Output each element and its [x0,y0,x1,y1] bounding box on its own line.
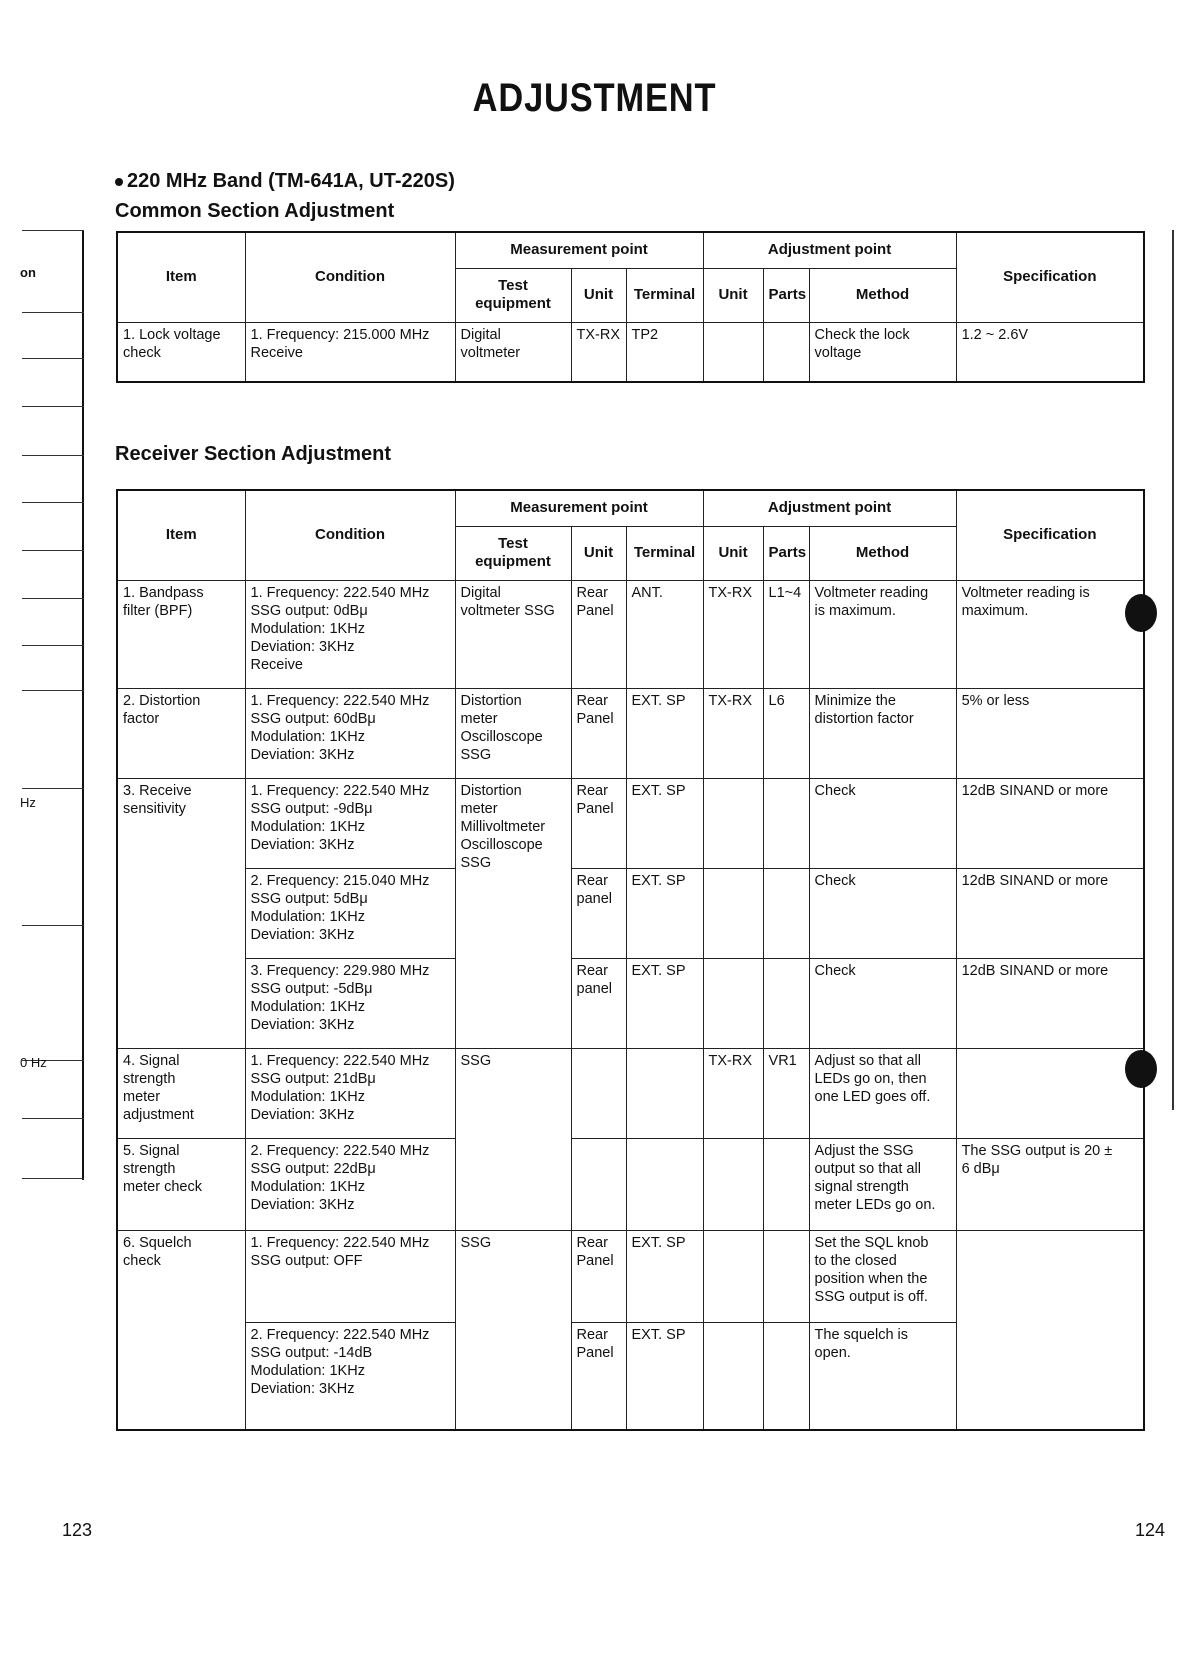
bullet-icon [115,178,123,186]
header-specification: Specification [956,490,1144,580]
method-cell: Check [809,958,956,1048]
margin-rule [22,925,84,926]
specification-cell: 12dB SINAND or more [956,958,1144,1048]
test-equipment-cell: Distortion meter Oscilloscope SSG [455,688,571,778]
header-terminal: Terminal [626,268,703,322]
parts-cell [763,1138,809,1230]
margin-rule [22,550,84,551]
header-test-equipment: Test equipment [455,268,571,322]
adj-unit-cell [703,1322,763,1430]
terminal-cell: EXT. SP [626,1230,703,1322]
specification-cell [956,1048,1144,1138]
method-cell: The squelch is open. [809,1322,956,1430]
specification-cell: Voltmeter reading is maximum. [956,580,1144,688]
method-cell: Adjust the SSG output so that all signal strength meter LEDs go on. [809,1138,956,1230]
header-method: Method [809,268,956,322]
test-equipment-cell: SSG [455,1230,571,1430]
header-item: Item [117,490,245,580]
unit-cell: Rear Panel [571,1230,626,1322]
margin-rule [22,312,84,313]
parts-cell [763,958,809,1048]
header-parts: Parts [763,526,809,580]
terminal-cell: EXT. SP [626,1322,703,1430]
header-specification: Specification [956,232,1144,322]
common-section-table [116,231,1145,383]
method-cell: Adjust so that all LEDs go on, then one LED goes off. [809,1048,956,1138]
item-cell: 1. Bandpass filter (BPF) [117,580,245,688]
item-cell: 2. Distortion factor [117,688,245,778]
specification-cell [956,1230,1144,1430]
header-adj-unit: Unit [703,268,763,322]
condition-cell: 1. Frequency: 215.000 MHz Receive [245,322,455,382]
margin-rule [22,406,84,407]
method-cell: Voltmeter reading is maximum. [809,580,956,688]
adj-unit-cell [703,868,763,958]
header-terminal: Terminal [626,526,703,580]
header-measurement-point: Measurement point [455,490,703,526]
method-cell: Minimize the distortion factor [809,688,956,778]
terminal-cell: TP2 [626,322,703,382]
left-margin-line [82,230,84,1180]
terminal-cell: EXT. SP [626,868,703,958]
receiver-section-title: Receiver Section Adjustment [115,443,392,465]
binding-hole-mark [1125,594,1157,632]
margin-fragment: Hz [20,795,36,810]
condition-cell: 2. Frequency: 222.540 MHz SSG output: -14dB Modulation: 1KHz Deviation: 3KHz [245,1322,455,1430]
item-cell: 3. Receive sensitivity [117,778,245,1048]
page-number-left: 123 [62,1520,93,1540]
item-cell: 5. Signal strength meter check [117,1138,245,1230]
parts-cell: L1~4 [763,580,809,688]
adj-unit-cell [703,322,763,382]
specification-cell: 5% or less [956,688,1144,778]
specification-cell: 12dB SINAND or more [956,868,1144,958]
header-item: Item [117,232,245,322]
condition-cell: 3. Frequency: 229.980 MHz SSG output: -5dBμ Modulation: 1KHz Deviation: 3KHz [245,958,455,1048]
receiver-section-table [116,489,1145,1431]
table-row [117,868,1144,958]
unit-cell [571,1048,626,1138]
header-condition: Condition [245,232,455,322]
margin-rule [22,455,84,456]
header-adjustment-point: Adjustment point [703,490,956,526]
adj-unit-cell: TX-RX [703,1048,763,1138]
binding-hole-mark [1125,1050,1157,1088]
table-row [117,1048,1144,1138]
header-unit: Unit [571,526,626,580]
adj-unit-cell [703,958,763,1048]
header-method: Method [809,526,956,580]
table-row [117,322,1144,382]
item-cell: 6. Squelch check [117,1230,245,1430]
terminal-cell [626,1138,703,1230]
unit-cell: TX-RX [571,322,626,382]
terminal-cell: ANT. [626,580,703,688]
adj-unit-cell: TX-RX [703,580,763,688]
adj-unit-cell [703,1138,763,1230]
test-equipment-cell: Distortion meter Millivoltmeter Oscilloscope SSG [455,778,571,1048]
condition-cell: 1. Frequency: 222.540 MHz SSG output: -9dBμ Modulation: 1KHz Deviation: 3KHz [245,778,455,868]
parts-cell [763,778,809,868]
table-row [117,688,1144,778]
unit-cell: Rear panel [571,958,626,1048]
parts-cell [763,1230,809,1322]
condition-cell: 1. Frequency: 222.540 MHz SSG output: 60dBμ Modulation: 1KHz Deviation: 3KHz [245,688,455,778]
specification-cell: 1.2 ~ 2.6V [956,322,1144,382]
table-row [117,580,1144,688]
band-heading-text: 220 MHz Band (TM-641A, UT-220S) [127,170,455,192]
header-unit: Unit [571,268,626,322]
common-section-title: Common Section Adjustment [115,200,395,222]
condition-cell: 1. Frequency: 222.540 MHz SSG output: 0dBμ Modulation: 1KHz Deviation: 3KHz Receive [245,580,455,688]
margin-rule [22,598,84,599]
method-cell: Check the lock voltage [809,322,956,382]
terminal-cell [626,1048,703,1138]
method-cell: Check [809,868,956,958]
margin-rule [22,1118,84,1119]
margin-rule [22,788,84,789]
page-number-right: 124 [1135,1520,1166,1540]
page-title: ADJUSTMENT [472,76,717,120]
margin-rule [22,690,84,691]
terminal-cell: EXT. SP [626,688,703,778]
header-adjustment-point: Adjustment point [703,232,956,268]
table-row [117,778,1144,868]
test-equipment-cell: Digital voltmeter [455,322,571,382]
table-row [117,958,1144,1048]
unit-cell: Rear Panel [571,580,626,688]
header-measurement-point: Measurement point [455,232,703,268]
margin-rule [22,502,84,503]
test-equipment-cell: SSG [455,1048,571,1230]
header-test-equipment: Test equipment [455,526,571,580]
parts-cell: L6 [763,688,809,778]
unit-cell: Rear panel [571,868,626,958]
adj-unit-cell: TX-RX [703,688,763,778]
adj-unit-cell [703,1230,763,1322]
unit-cell: Rear Panel [571,688,626,778]
table-row [117,1230,1144,1322]
margin-rule [22,1178,84,1179]
item-cell: 1. Lock voltage check [117,322,245,382]
adj-unit-cell [703,778,763,868]
band-heading [115,170,455,193]
condition-cell: 1. Frequency: 222.540 MHz SSG output: 21dBμ Modulation: 1KHz Deviation: 3KHz [245,1048,455,1138]
margin-fragment: on [20,265,36,280]
specification-cell: 12dB SINAND or more [956,778,1144,868]
margin-rule [22,230,84,231]
table-row [117,1138,1144,1230]
parts-cell [763,1322,809,1430]
right-edge-line [1172,230,1174,1110]
item-cell: 4. Signal strength meter adjustment [117,1048,245,1138]
margin-fragment: 0 Hz [20,1055,47,1070]
header-parts: Parts [763,268,809,322]
margin-rule [22,645,84,646]
method-cell: Set the SQL knob to the closed position when the SSG output is off. [809,1230,956,1322]
unit-cell: Rear Panel [571,1322,626,1430]
method-cell: Check [809,778,956,868]
condition-cell: 1. Frequency: 222.540 MHz SSG output: OFF [245,1230,455,1322]
header-adj-unit: Unit [703,526,763,580]
parts-cell [763,868,809,958]
condition-cell: 2. Frequency: 222.540 MHz SSG output: 22dBμ Modulation: 1KHz Deviation: 3KHz [245,1138,455,1230]
condition-cell: 2. Frequency: 215.040 MHz SSG output: 5dBμ Modulation: 1KHz Deviation: 3KHz [245,868,455,958]
terminal-cell: EXT. SP [626,958,703,1048]
unit-cell [571,1138,626,1230]
test-equipment-cell: Digital voltmeter SSG [455,580,571,688]
terminal-cell: EXT. SP [626,778,703,868]
specification-cell: The SSG output is 20 ± 6 dBμ [956,1138,1144,1230]
header-condition: Condition [245,490,455,580]
margin-rule [22,358,84,359]
unit-cell: Rear Panel [571,778,626,868]
parts-cell [763,322,809,382]
parts-cell: VR1 [763,1048,809,1138]
